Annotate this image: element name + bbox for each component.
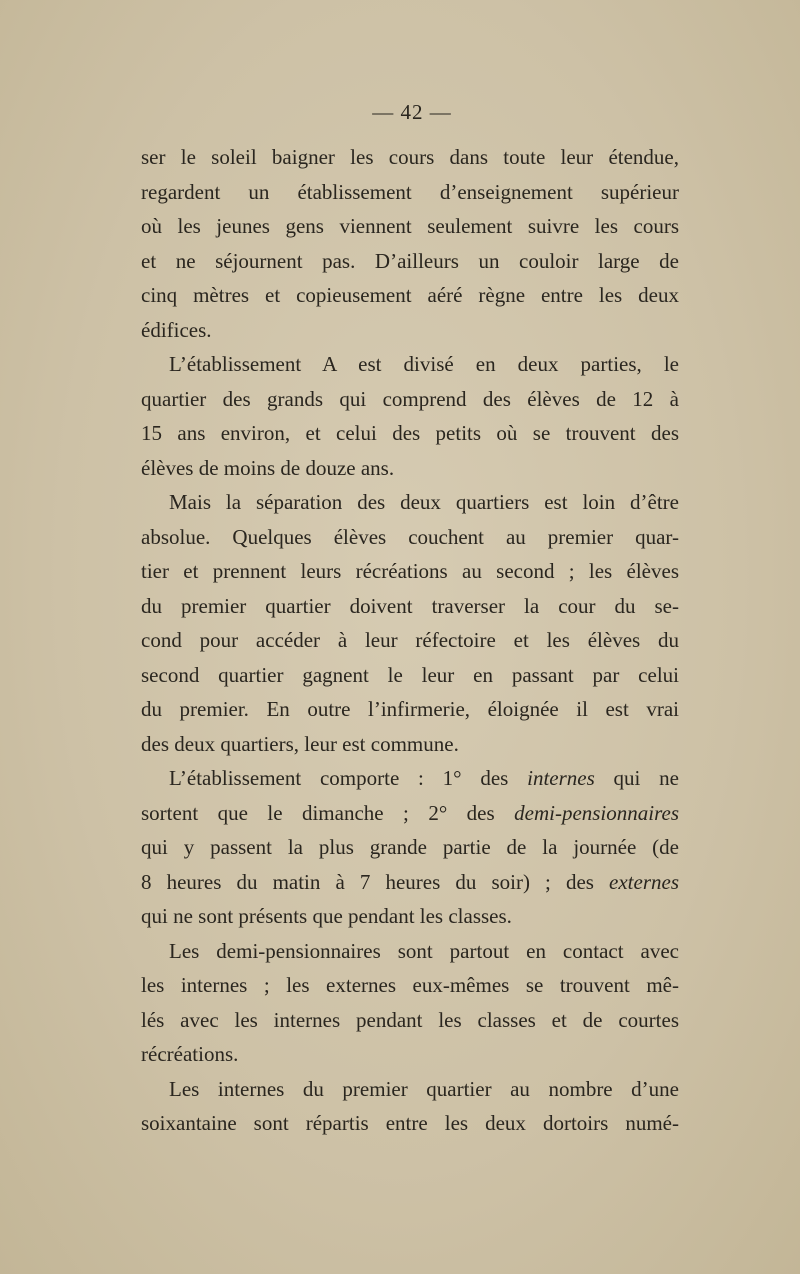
body-text — [141, 140, 679, 1141]
text-span: 8 heures du matin à 7 heures du soir) ; des — [141, 869, 610, 894]
text-lines-bottom — [141, 934, 679, 1141]
text-line: et ne séjournent pas. D’ailleurs un couloir large de — [141, 248, 679, 273]
text-line: regardent un établissement d’enseignement supérieur — [141, 179, 679, 204]
text-line: élèves de moins de douze ans. — [141, 455, 395, 480]
text-line: L’établissement A est divisé en deux parties, le — [169, 352, 679, 376]
text-line: 15 ans environ, et celui des petits où se trouvent des — [141, 421, 679, 445]
text-line: récréations. — [141, 1042, 239, 1066]
text-line: quartier des grands qui comprend des élèves de 12 à — [141, 386, 679, 411]
text-line: tier et prennent leurs récréations au second ; les élèves — [141, 559, 679, 583]
text-line: du premier. En outre l’infirmerie, éloignée il est vrai — [141, 697, 679, 721]
text-span: sortent que le dimanche ; 2° des — [141, 800, 515, 825]
text-line: ser le soleil baigner les cours dans toute leur étendue, — [141, 145, 679, 169]
text-line: absolue. Quelques élèves couchent au premier quar- — [141, 524, 679, 549]
page-number: — 42 — — [372, 100, 452, 124]
text-line — [141, 865, 679, 900]
text-line: Les internes du premier quartier au nombre d’une — [169, 1076, 679, 1101]
text-line: soixantaine sont répartis entre les deux dortoirs numé- — [141, 1111, 679, 1135]
text-line: qui ne sont présents que pendant les classes. — [141, 904, 512, 928]
text-line: qui y passent la plus grande partie de la journée (de — [141, 835, 679, 859]
text-line — [141, 796, 679, 831]
text-line: Mais la séparation des deux quartiers est loin d’être — [169, 490, 679, 514]
italic-term-externes: externes — [609, 869, 679, 894]
text-line: édifices. — [141, 317, 212, 342]
text-line: Les demi-pensionnaires sont partout en contact avec — [169, 938, 679, 963]
italic-term-demi-pensionnaires: demi-pensionnaires — [514, 800, 679, 825]
text-line: où les jeunes gens viennent seulement suivre les cours — [141, 214, 679, 238]
italic-term-internes: internes — [527, 766, 595, 790]
text-line: cinq mètres et copieusement aéré règne entre les deux — [141, 283, 679, 307]
text-line: du premier quartier doivent traverser la cour du se- — [141, 593, 679, 618]
text-span: qui ne — [594, 766, 679, 790]
text-span: L’établissement comporte : 1° des — [169, 766, 528, 790]
text-line: les internes ; les externes eux-mêmes se trouvent mê- — [141, 973, 679, 997]
text-line — [141, 761, 679, 796]
text-line: second quartier gagnent le leur en passant par celui — [141, 662, 679, 687]
text-line: cond pour accéder à leur réfectoire et les élèves du — [141, 628, 679, 652]
text-line: des deux quartiers, leur est commune. — [141, 731, 459, 756]
text-line: lés avec les internes pendant les classes et de courtes — [141, 1007, 679, 1032]
text-lines-top — [141, 140, 679, 761]
